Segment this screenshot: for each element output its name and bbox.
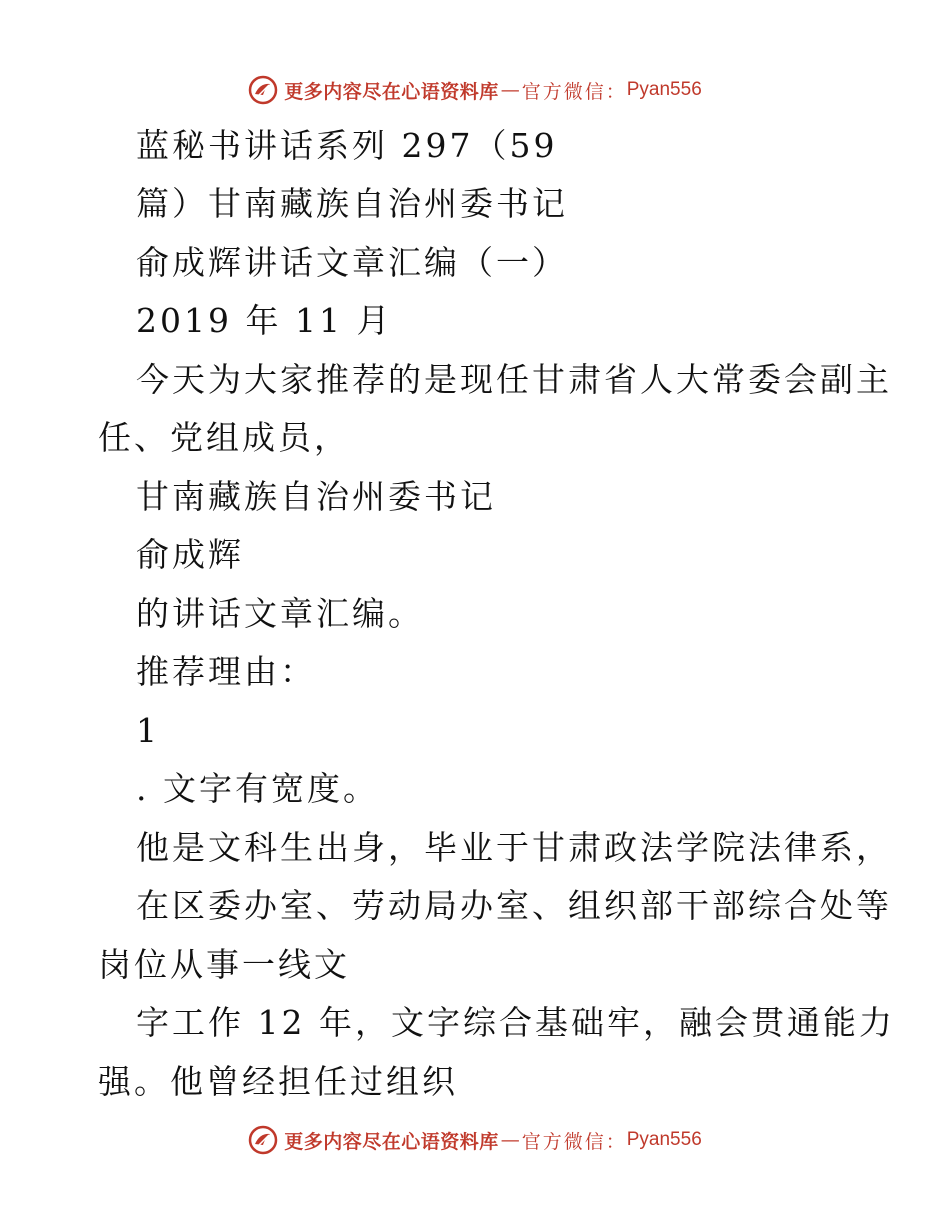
footer-banner bbox=[0, 1120, 950, 1160]
paragraph-line: 字工作 12 年，文字综合基础牢，融会贯通能力 bbox=[136, 1003, 895, 1042]
paragraph-line: 强。他曾经担任过组织 bbox=[98, 1062, 458, 1101]
date-line: 2019 年 11 月 bbox=[136, 301, 393, 340]
title-line-2: 篇）甘南藏族自治州委书记 bbox=[136, 184, 568, 223]
brand-logo-icon bbox=[248, 1125, 278, 1155]
banner-official-label: 官方微信： bbox=[521, 80, 627, 103]
paragraph-line: 的讲话文章汇编。 bbox=[136, 594, 424, 633]
banner-wechat-id: Pyan556 bbox=[626, 79, 702, 100]
list-number: 1 bbox=[136, 711, 160, 750]
banner-wechat-id: Pyan556 bbox=[626, 1129, 702, 1150]
paragraph-line: 俞成辉 bbox=[136, 535, 244, 574]
banner-text: 更多内容尽在心语资料库 bbox=[284, 1130, 499, 1153]
paragraph-line: 甘南藏族自治州委书记 bbox=[136, 477, 496, 516]
banner-dash: — bbox=[500, 79, 520, 101]
paragraph-line: 岗位从事一线文 bbox=[98, 945, 350, 984]
paragraph-line: 今天为大家推荐的是现任甘肃省人大常委会副主 bbox=[136, 360, 892, 399]
paragraph-line: 任、党组成员， bbox=[98, 418, 350, 457]
banner-dash: — bbox=[500, 1129, 520, 1151]
list-item: . 文字有宽度。 bbox=[136, 769, 379, 808]
paragraph-line: 他是文科生出身，毕业于甘肃政法学院法律系， bbox=[136, 828, 892, 867]
title-line-1: 蓝秘书讲话系列 297（59 bbox=[136, 126, 558, 165]
banner-official-label: 官方微信： bbox=[521, 1130, 627, 1153]
paragraph-line: 在区委办室、劳动局办室、组织部干部综合处等 bbox=[136, 886, 892, 925]
title-line-3: 俞成辉讲话文章汇编（一） bbox=[136, 243, 568, 282]
banner-text: 更多内容尽在心语资料库 bbox=[284, 80, 499, 103]
section-heading: 推荐理由： bbox=[136, 652, 316, 691]
